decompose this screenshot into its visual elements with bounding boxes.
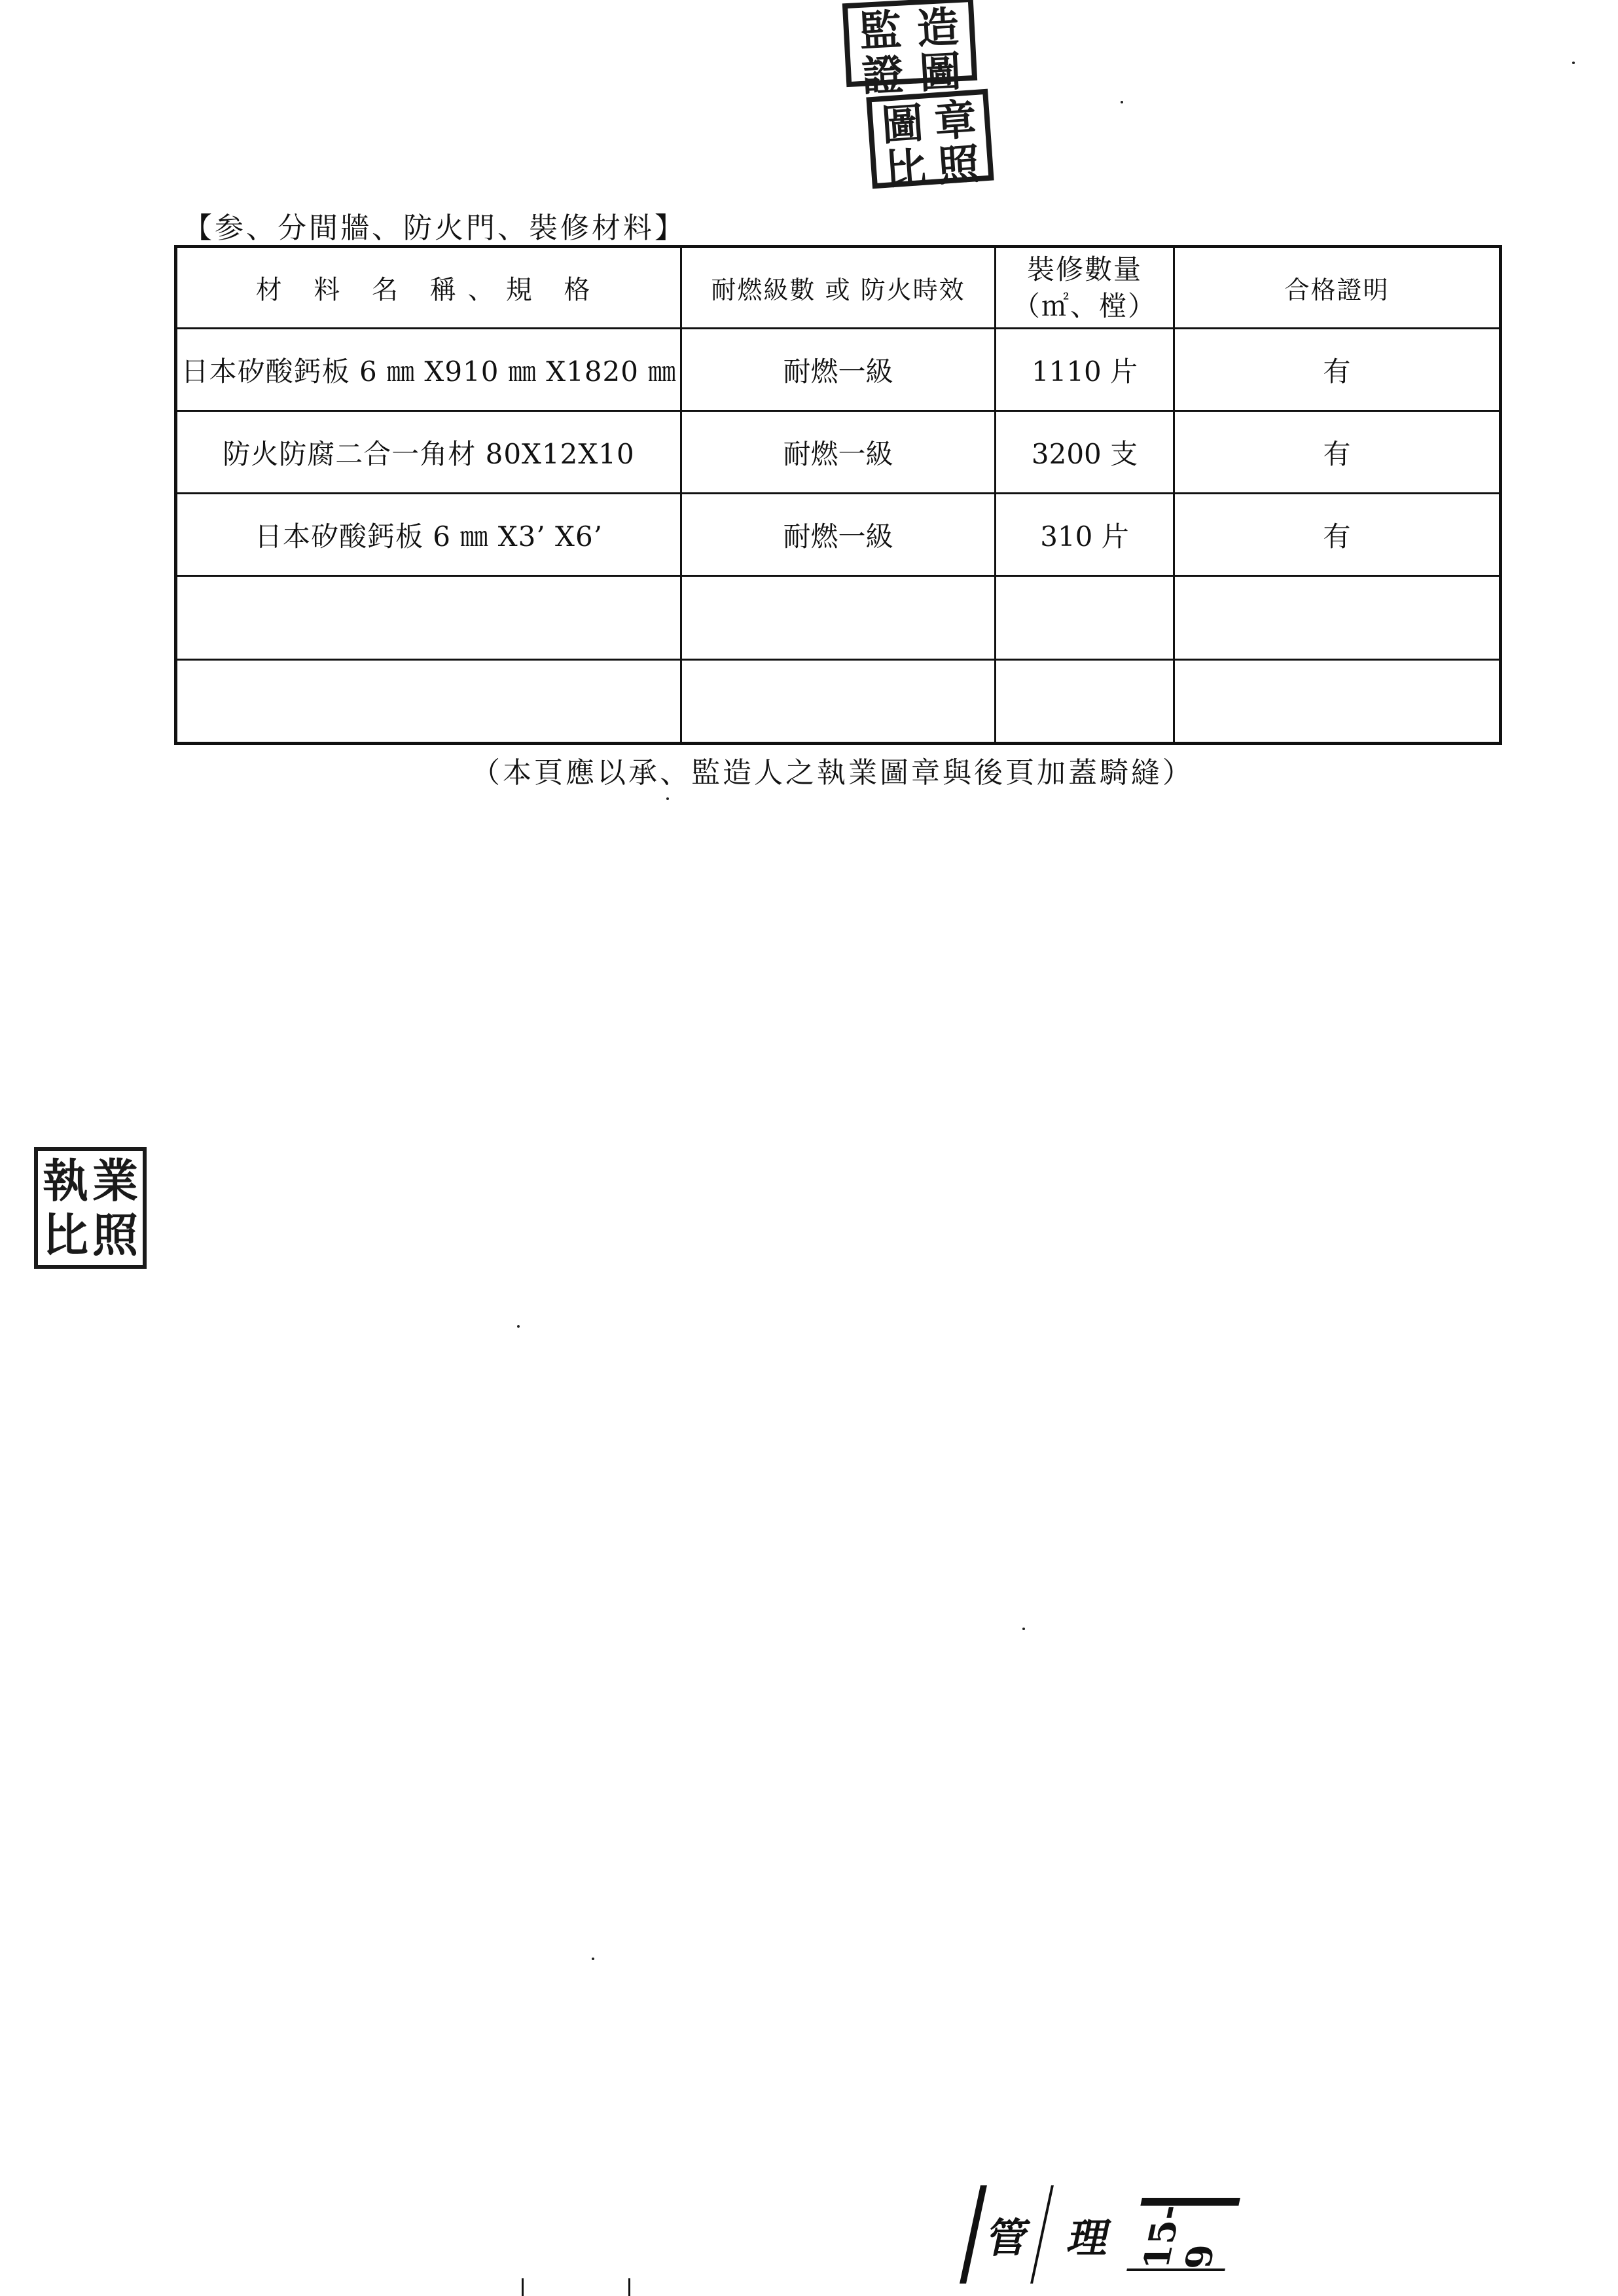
seal-glyph: 執: [43, 1153, 88, 1208]
official-seal-second: [866, 89, 994, 195]
scan-speck: [1572, 62, 1575, 64]
cell-material-name: 日本矽酸鈣板 6 ㎜ X3’ X6’: [176, 494, 681, 576]
scan-speck: [1121, 101, 1123, 103]
header-certificate: 合格證明: [1174, 247, 1501, 329]
cell-material-name: [176, 576, 681, 660]
table-row-empty: [176, 576, 1501, 660]
cell-fire-rating: 耐燃一級: [681, 494, 996, 576]
cell-quantity: 310 片: [996, 494, 1174, 576]
official-seal-top: [842, 0, 977, 101]
table-row: [176, 494, 1501, 576]
bottom-stamp-part: 管: [960, 2185, 1054, 2284]
cell-material-name: 日本矽酸鈣板 6 ㎜ X910 ㎜ X1820 ㎜: [176, 329, 681, 411]
section-title: 【参、分間牆、防火門、裝修材料】: [183, 211, 686, 245]
header-quantity-line1: 裝修數量: [1026, 253, 1142, 285]
cell-quantity: [996, 660, 1174, 744]
header-material-name: 材 料 名 稱、規 格: [176, 247, 681, 329]
seal-glyph: 圖: [918, 47, 963, 99]
seal-glyph: 比: [883, 143, 929, 195]
seal-glyph: 證: [860, 50, 905, 101]
cell-fire-rating: [681, 660, 996, 744]
official-seal-side: [34, 1147, 147, 1269]
seal-glyph: 業: [92, 1153, 138, 1208]
seal-glyph: 圖: [880, 98, 926, 151]
cell-material-name: [176, 660, 681, 744]
bottom-stamp-part: 15-9: [1126, 2198, 1240, 2271]
edge-mark: [522, 2278, 524, 2296]
cell-certificate: 有: [1174, 411, 1501, 494]
seal-glyph: 照: [92, 1207, 138, 1262]
table-row-empty: [176, 660, 1501, 744]
bottom-stamp-part: 理: [1064, 2214, 1115, 2262]
header-quantity-line2: （㎡、樘）: [1012, 289, 1157, 322]
cell-quantity: 1110 片: [996, 329, 1174, 411]
cell-quantity: [996, 576, 1174, 660]
cell-certificate: 有: [1174, 329, 1501, 411]
cell-fire-rating: [681, 576, 996, 660]
cell-certificate: [1174, 576, 1501, 660]
header-quantity: [996, 247, 1174, 329]
cell-fire-rating: 耐燃一級: [681, 411, 996, 494]
table-header-row: [176, 247, 1501, 329]
cell-fire-rating: 耐燃一級: [681, 329, 996, 411]
seal-glyph: 監: [858, 5, 903, 57]
seal-glyph: 造: [916, 3, 960, 54]
footnote: （本頁應以承、監造人之執業圖章與後頁加蓋騎縫）: [471, 756, 1194, 790]
scan-speck: [1022, 1628, 1025, 1630]
scan-speck: [666, 797, 669, 800]
scan-speck: [592, 1958, 594, 1960]
seal-glyph: 章: [933, 95, 979, 147]
materials-table: [174, 245, 1502, 745]
table-row: [176, 411, 1501, 494]
table-row: [176, 329, 1501, 411]
edge-mark: [628, 2278, 630, 2296]
header-fire-rating: 耐燃級數 或 防火時效: [681, 247, 996, 329]
seal-glyph: 照: [935, 139, 981, 192]
scan-speck: [517, 1325, 520, 1328]
cell-certificate: [1174, 660, 1501, 744]
cell-certificate: 有: [1174, 494, 1501, 576]
seal-glyph: 比: [43, 1207, 88, 1262]
cell-material-name: 防火防腐二合一角材 80X12X10: [176, 411, 681, 494]
cell-quantity: 3200 支: [996, 411, 1174, 494]
